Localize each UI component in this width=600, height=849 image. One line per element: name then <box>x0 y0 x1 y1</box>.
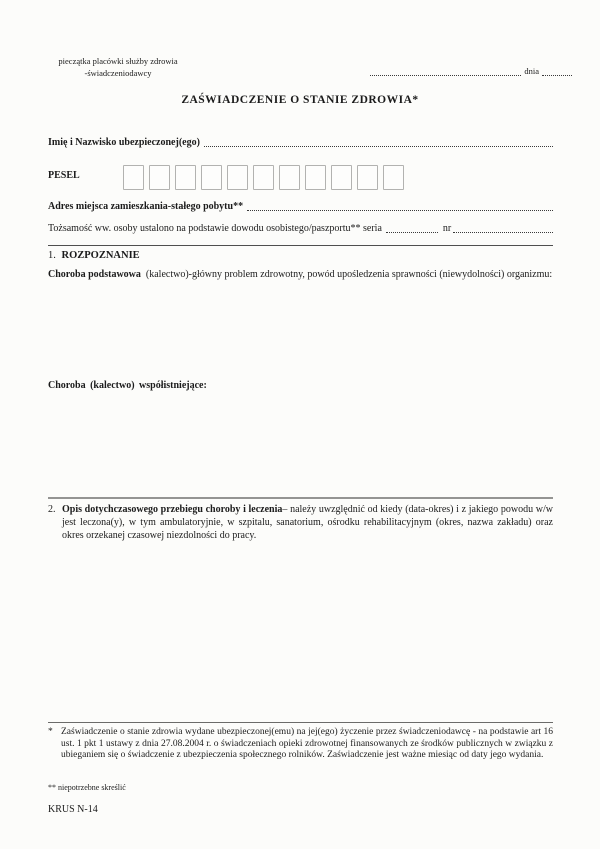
pesel-box[interactable] <box>253 165 274 190</box>
main-disease-label: Choroba podstawowa <box>48 269 141 280</box>
section1-divider <box>48 245 553 246</box>
form-code: KRUS N-14 <box>48 804 98 815</box>
identity-text: Tożsamość ww. osoby ustalono na podstawie dowodu osobistego/paszportu** seria <box>48 223 382 234</box>
footnote-1-text: Zaświadczenie o stanie zdrowia wydane ubezpieczonej(emu) na jej(ego) życzenie przez świadczeniodawcę - na podstawie art 16 ust. 1 pkt 1 ustawy z dnia 27.08.2004 r. o świadczeniach opieki zdrowotnej finansowanych ze środków publicznych w związku z ubieganiem się o świadczenie z ubezpieczenia społecznego rolników. Zaświadczenie jest ważne miesiąc od daty jego wydania. <box>61 727 553 761</box>
section1-title: ROZPOZNANIE <box>61 250 140 261</box>
place-field[interactable] <box>370 74 521 76</box>
footnote-2: ** niepotrzebne skreślić <box>48 783 126 792</box>
section1-heading <box>48 250 140 261</box>
stamp-line1: pieczątka placówki służby zdrowia <box>58 56 178 66</box>
date-line <box>370 66 572 78</box>
pesel-box[interactable] <box>279 165 300 190</box>
footnote-1-marker: * <box>48 727 53 737</box>
pesel-box[interactable] <box>383 165 404 190</box>
address-label: Adres miejsca zamieszkania-stałego pobytu** <box>48 201 244 212</box>
date-field[interactable] <box>542 74 572 76</box>
pesel-box[interactable] <box>149 165 170 190</box>
main-disease-desc: (kalectwo)-główny problem zdrowotny, powód upośledzenia sprawności (niewydolności) organizmu: <box>145 269 553 280</box>
nr-label: nr <box>442 223 452 234</box>
address-field[interactable] <box>247 209 553 211</box>
pesel-box[interactable] <box>227 165 248 190</box>
section2-divider <box>48 497 553 499</box>
identity-row <box>48 222 553 235</box>
footnote-divider <box>48 722 553 723</box>
pesel-boxes <box>123 165 404 190</box>
pesel-box[interactable] <box>201 165 222 190</box>
name-row <box>48 136 553 149</box>
name-field[interactable] <box>204 145 553 147</box>
footnote-1 <box>48 727 553 762</box>
pesel-label: PESEL <box>48 170 80 181</box>
section2-text <box>62 503 553 542</box>
section1-number: 1. <box>48 250 56 261</box>
name-label: Imię i Nazwisko ubezpieczonej(ego) <box>48 137 200 148</box>
coexisting-disease-label: Choroba (kalectwo) współistniejące: <box>48 380 207 391</box>
section2-desc: – należy uwzględnić od kiedy (data-okres) i z jakiego powodu w/w jest leczona(y), w tym ambulatoryjnie, w szpitalu, sanatorium, ośrodku rehabilitacyjnym (okres, nazwa zakładu) oraz okres orzekanej czasowej niezdolności do pracy. <box>62 504 553 541</box>
section2-heading: Opis dotychczasowego przebiegu choroby i leczenia <box>62 504 283 515</box>
pesel-box[interactable] <box>357 165 378 190</box>
pesel-box[interactable] <box>305 165 326 190</box>
pesel-box[interactable] <box>331 165 352 190</box>
nr-field[interactable] <box>453 231 553 233</box>
stamp-line2: -świadczeniodawcy <box>84 68 152 79</box>
date-label: dnia <box>524 66 539 76</box>
address-row <box>48 200 553 213</box>
pesel-box[interactable] <box>123 165 144 190</box>
seria-field[interactable] <box>386 231 438 233</box>
section2-paragraph <box>48 503 553 542</box>
section2-number: 2. <box>48 504 56 515</box>
form-title: ZAŚWIADCZENIE O STANIE ZDROWIA* <box>181 94 419 106</box>
stamp-area <box>48 55 188 80</box>
main-disease-paragraph <box>48 268 553 281</box>
pesel-box[interactable] <box>175 165 196 190</box>
